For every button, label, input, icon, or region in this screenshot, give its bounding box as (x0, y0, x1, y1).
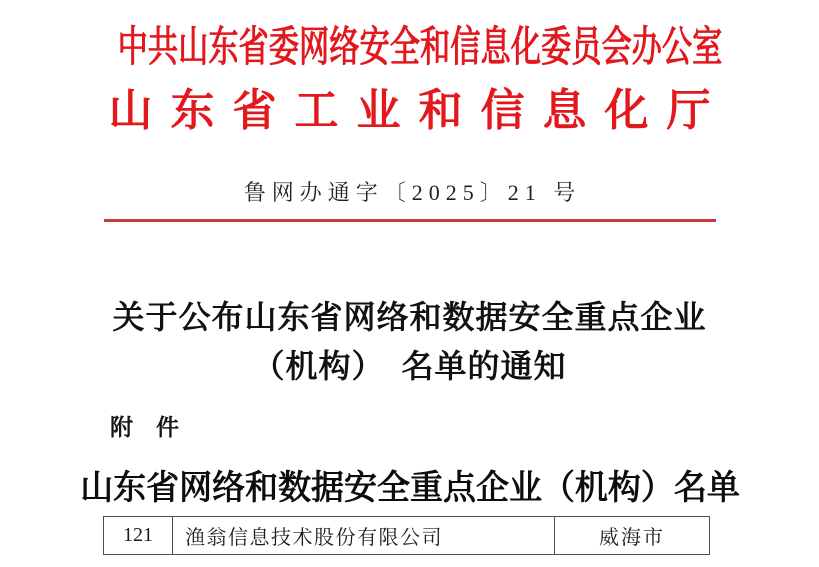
table-cell-company-name: 渔翁信息技术股份有限公司 (173, 517, 555, 555)
table-cell-city: 威海市 (555, 517, 710, 555)
letterhead-org-line1 (0, 14, 819, 74)
enterprise-list-table (103, 516, 710, 555)
letterhead-org-line2: 山东省工业和信息化厅 (108, 86, 729, 135)
red-separator-rule (104, 219, 716, 222)
attachment-list-title (0, 460, 819, 509)
document-number: 鲁网办通字〔2025〕21 号 (243, 180, 582, 205)
letterhead-org-line1-text: 中共山东省委网络安全和信息化委员会办公室 (117, 25, 723, 71)
table-row (104, 517, 710, 555)
attachment-label: 附 件 (110, 414, 179, 440)
attachment-list-title-text: 山东省网络和数据安全重点企业（机构）名单 (79, 470, 740, 507)
notice-title-line2: （机构） 名单的通知 (252, 348, 567, 384)
notice-title-line1: 关于公布山东省网络和数据安全重点企业 (112, 299, 707, 335)
table-cell-row-number: 121 (104, 517, 173, 555)
